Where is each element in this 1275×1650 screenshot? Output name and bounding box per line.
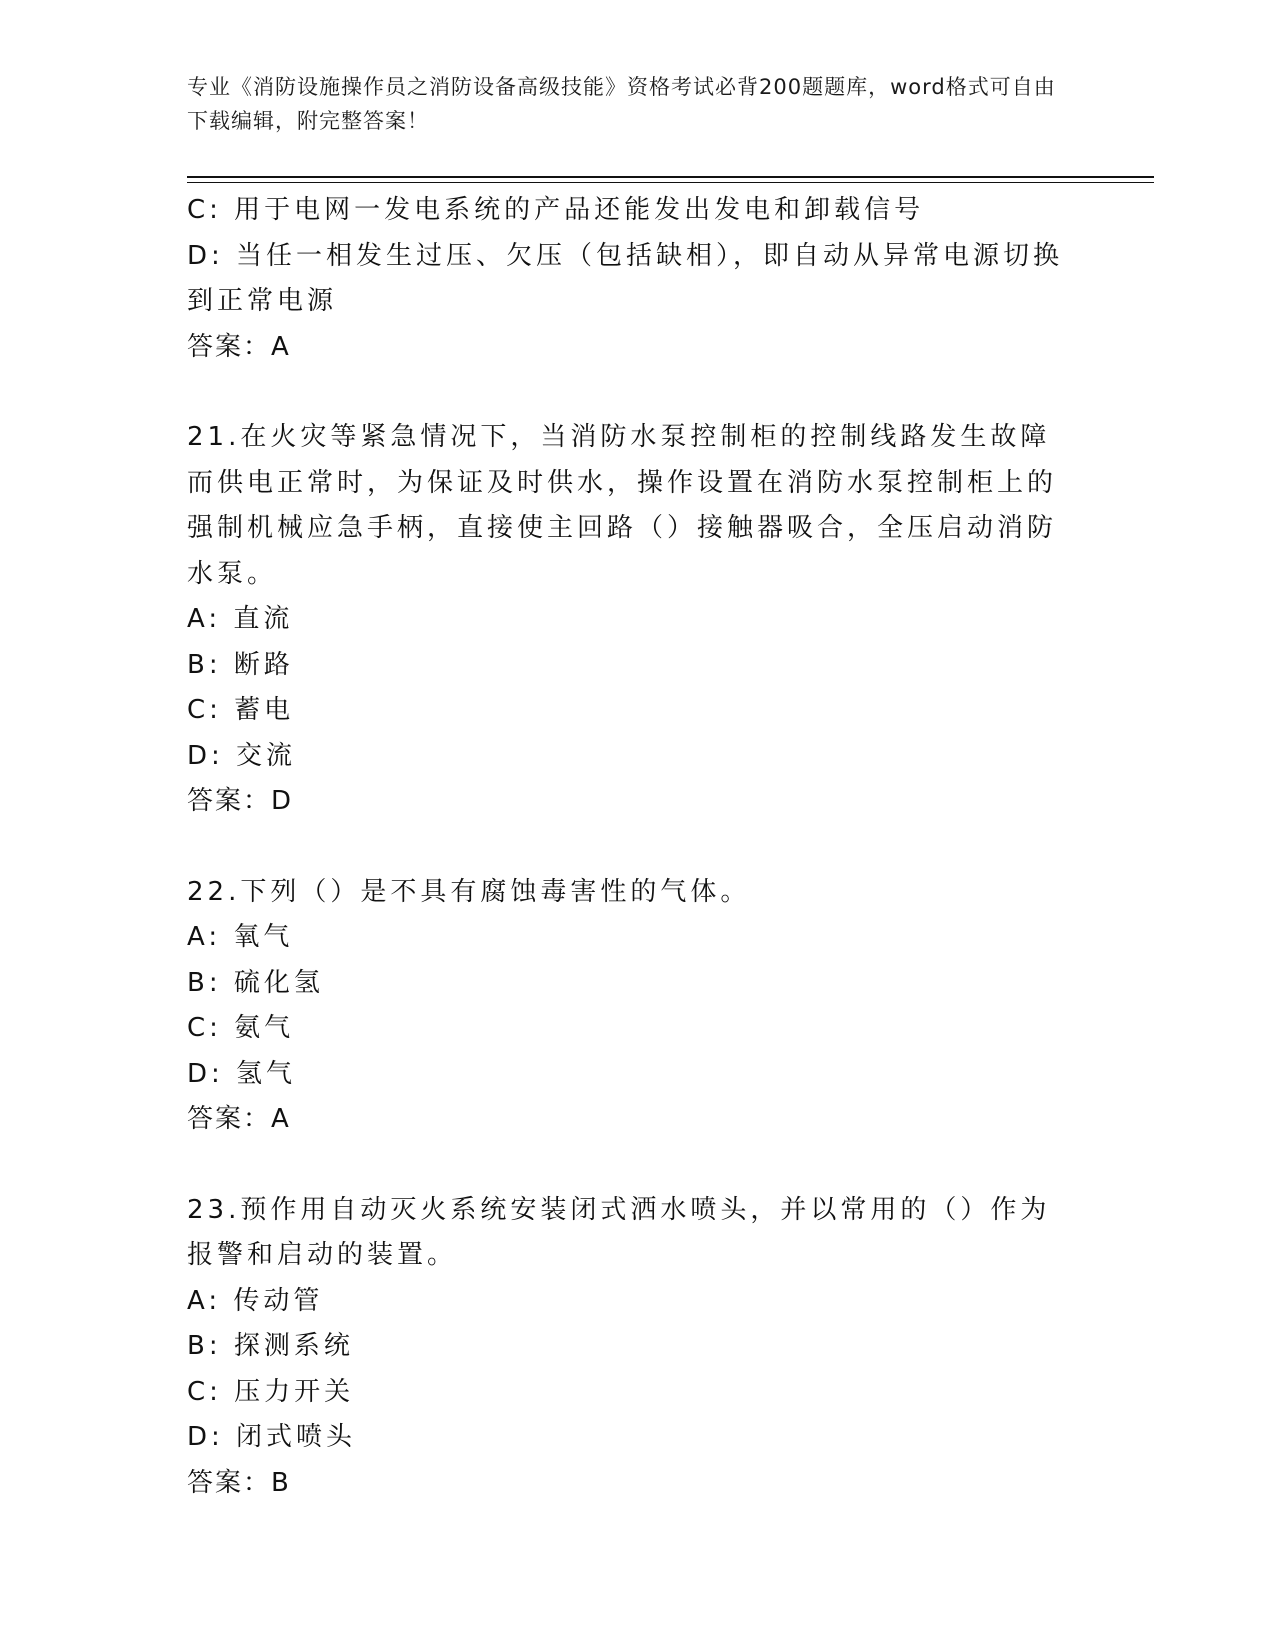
spacer bbox=[187, 1143, 1077, 1188]
option-c: C: 氨气 bbox=[187, 1013, 295, 1043]
answer: 答案：A bbox=[187, 331, 291, 362]
question-stem: 22.下列（）是不具有腐蚀毒害性的气体。 bbox=[187, 876, 751, 907]
option-b: B: 断路 bbox=[187, 649, 294, 680]
option-d: D: 闭式喷头 bbox=[187, 1422, 357, 1452]
question-23 bbox=[187, 1188, 1077, 1507]
option-b: B: 硫化氢 bbox=[187, 967, 324, 998]
option-d: D: 氢气 bbox=[187, 1058, 297, 1089]
spacer bbox=[187, 825, 1077, 870]
answer: 答案：A bbox=[187, 1104, 291, 1134]
question-22 bbox=[187, 870, 1077, 1143]
option-b: B: 探测系统 bbox=[187, 1331, 354, 1361]
answer: 答案：D bbox=[187, 786, 294, 816]
header-divider-thick bbox=[187, 176, 1154, 178]
option-c: C: 压力开关 bbox=[187, 1376, 355, 1407]
header-divider-thin bbox=[187, 182, 1154, 183]
document-header: 专业《消防设施操作员之消防设备高级技能》资格考试必背200题题库，word格式可自由下载编辑，附完整答案！ bbox=[187, 75, 1056, 133]
spacer bbox=[187, 370, 1077, 415]
question-stem: 21.在火灾等紧急情况下，当消防水泵控制柜的控制线路发生故障而供电正常时，为保证及时供水，操作设置在消防水泵控制柜上的强制机械应急手柄，直接使主回路（）接触器吸合，全压启动消防水泵。 bbox=[187, 422, 1058, 589]
question-21 bbox=[187, 415, 1077, 825]
question-content bbox=[187, 188, 1077, 1506]
option-a: A: 氧气 bbox=[187, 922, 294, 952]
answer: 答案：B bbox=[187, 1467, 291, 1498]
question-stem: 23.预作用自动灭火系统安装闭式洒水喷头，并以常用的（）作为报警和启动的装置。 bbox=[187, 1194, 1051, 1270]
option-a: A: 传动管 bbox=[187, 1285, 324, 1316]
option-c: C: 用于电网一发电系统的产品还能发出发电和卸载信号 bbox=[187, 195, 925, 225]
option-d: D: 当任一相发生过压、欠压（包括缺相），即自动从异常电源切换到正常电源 bbox=[187, 240, 1064, 316]
option-c: C: 蓄电 bbox=[187, 695, 295, 725]
question-20-continued bbox=[187, 188, 1077, 370]
option-d: D: 交流 bbox=[187, 740, 297, 771]
option-a: A: 直流 bbox=[187, 604, 294, 634]
